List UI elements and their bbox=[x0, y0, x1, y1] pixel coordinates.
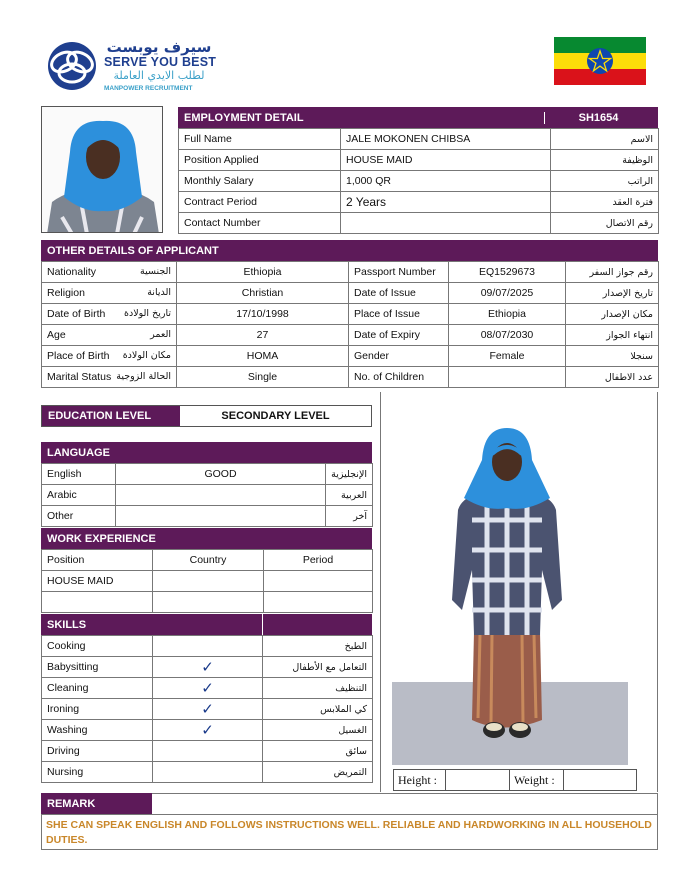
detail-value-right bbox=[449, 367, 566, 388]
remark-text: SHE CAN SPEAK ENGLISH AND FOLLOWS INSTRUCTIONS WELL. RELIABLE AND HARDWORKING IN ALL HOUSEHOLD DUTIES. bbox=[41, 814, 658, 850]
detail-label: Marital Status bbox=[47, 371, 112, 383]
detail-label-right: No. of Children bbox=[349, 367, 449, 388]
employment-row bbox=[179, 192, 659, 213]
work-section bbox=[41, 528, 372, 613]
field-label: Contract Period bbox=[179, 192, 341, 213]
field-value: 1,000 QR bbox=[341, 171, 551, 192]
employment-section bbox=[178, 107, 658, 234]
remark-header-fill bbox=[152, 793, 658, 814]
language-name-arabic: آخر bbox=[326, 506, 373, 527]
check-icon: ✓ bbox=[153, 720, 263, 741]
logo-arabic-sub: لطلب الايدي العاملة bbox=[113, 69, 205, 82]
detail-label-right: Place of Issue bbox=[349, 304, 449, 325]
detail-label-arabic: الديانة bbox=[147, 287, 171, 298]
detail-label-cell bbox=[42, 304, 177, 325]
employment-row bbox=[179, 213, 659, 234]
detail-label: Religion bbox=[47, 287, 85, 299]
work-row bbox=[42, 571, 373, 592]
employment-row bbox=[179, 150, 659, 171]
details-row bbox=[42, 283, 659, 304]
language-level bbox=[116, 485, 326, 506]
education-label: EDUCATION LEVEL bbox=[42, 406, 180, 426]
language-table bbox=[41, 463, 373, 527]
detail-label: Nationality bbox=[47, 266, 97, 278]
logo-tagline: MANPOWER RECRUITMENT bbox=[104, 85, 193, 92]
detail-value-right: 09/07/2025 bbox=[449, 283, 566, 304]
detail-label-arabic: تاريخ الولادة bbox=[124, 308, 171, 319]
detail-label-arabic: الحالة الزوجية bbox=[116, 371, 171, 382]
detail-label-right: Gender bbox=[349, 346, 449, 367]
detail-label: Date of Birth bbox=[47, 308, 106, 320]
company-logo bbox=[42, 38, 222, 96]
detail-label-right: Date of Expiry bbox=[349, 325, 449, 346]
detail-label-cell bbox=[42, 367, 177, 388]
work-header-row bbox=[42, 550, 373, 571]
field-value: JALE MOKONEN CHIBSA bbox=[341, 129, 551, 150]
detail-label-cell bbox=[42, 262, 177, 283]
detail-label-cell bbox=[42, 325, 177, 346]
skill-name: Ironing bbox=[42, 699, 153, 720]
detail-value: Single bbox=[177, 367, 349, 388]
details-row bbox=[42, 325, 659, 346]
skills-title: SKILLS bbox=[41, 614, 262, 635]
check-icon: ✓ bbox=[153, 678, 263, 699]
details-row bbox=[42, 367, 659, 388]
skill-name-arabic: سائق bbox=[263, 741, 373, 762]
height-value bbox=[446, 770, 510, 790]
ethiopia-flag bbox=[554, 37, 646, 85]
detail-value: 17/10/1998 bbox=[177, 304, 349, 325]
weight-value bbox=[564, 770, 636, 790]
skill-name: Nursing bbox=[42, 762, 153, 783]
skill-name: Cooking bbox=[42, 636, 153, 657]
remark-header-row bbox=[41, 793, 658, 814]
work-column-header: Country bbox=[153, 550, 264, 571]
measurements-row bbox=[393, 769, 637, 791]
detail-value: Ethiopia bbox=[177, 262, 349, 283]
skill-name-arabic: التنظيف bbox=[263, 678, 373, 699]
skill-name-arabic: التعامل مع الأطفال bbox=[263, 657, 373, 678]
language-name: Arabic bbox=[42, 485, 116, 506]
skill-name-arabic: كي الملابس bbox=[263, 699, 373, 720]
other-details-table bbox=[41, 261, 659, 388]
field-value: 2 Years bbox=[341, 192, 551, 213]
work-cell bbox=[264, 592, 373, 613]
standing-figure bbox=[392, 420, 628, 765]
detail-value-right: EQ1529673 bbox=[449, 262, 566, 283]
full-body-photo bbox=[392, 420, 628, 765]
applicant-photo bbox=[41, 106, 163, 233]
work-table bbox=[41, 549, 373, 613]
skill-row bbox=[42, 762, 373, 783]
employment-title: EMPLOYMENT DETAIL bbox=[184, 111, 304, 124]
skills-header-fill bbox=[262, 614, 372, 635]
employment-row bbox=[179, 171, 659, 192]
skill-name: Babysitting bbox=[42, 657, 153, 678]
skill-row bbox=[42, 699, 373, 720]
skill-name-arabic: الغسيل bbox=[263, 720, 373, 741]
skill-row bbox=[42, 678, 373, 699]
detail-value-right: 08/07/2030 bbox=[449, 325, 566, 346]
skill-check-empty bbox=[153, 741, 263, 762]
language-level: GOOD bbox=[116, 464, 326, 485]
detail-label: Place of Birth bbox=[47, 350, 110, 362]
education-row bbox=[41, 405, 372, 427]
field-value: HOUSE MAID bbox=[341, 150, 551, 171]
work-cell bbox=[153, 592, 264, 613]
other-details-header: OTHER DETAILS OF APPLICANT bbox=[41, 240, 658, 261]
work-cell bbox=[264, 571, 373, 592]
work-column-header: Period bbox=[264, 550, 373, 571]
details-row bbox=[42, 346, 659, 367]
detail-label-right-arabic: انتهاء الجواز bbox=[566, 325, 659, 346]
employment-header bbox=[178, 107, 658, 128]
detail-value: Christian bbox=[177, 283, 349, 304]
skills-table bbox=[41, 635, 373, 783]
language-name: Other bbox=[42, 506, 116, 527]
details-row bbox=[42, 262, 659, 283]
work-row bbox=[42, 592, 373, 613]
work-cell bbox=[42, 592, 153, 613]
work-cell bbox=[153, 571, 264, 592]
skill-row bbox=[42, 657, 373, 678]
education-value: SECONDARY LEVEL bbox=[221, 410, 330, 422]
detail-value-right: Female bbox=[449, 346, 566, 367]
field-label-arabic: الاسم bbox=[551, 129, 659, 150]
work-cell: HOUSE MAID bbox=[42, 571, 153, 592]
detail-label-arabic: الجنسية bbox=[140, 266, 171, 277]
skill-check-empty bbox=[153, 636, 263, 657]
skill-row bbox=[42, 741, 373, 762]
employment-table bbox=[178, 128, 659, 234]
detail-label-right-arabic: مكان الإصدار bbox=[566, 304, 659, 325]
language-row bbox=[42, 506, 373, 527]
skill-name-arabic: الطبخ bbox=[263, 636, 373, 657]
language-row bbox=[42, 464, 373, 485]
check-icon: ✓ bbox=[153, 699, 263, 720]
work-column-header: Position bbox=[42, 550, 153, 571]
portrait-figure bbox=[42, 107, 163, 233]
detail-label-right-arabic: رقم جواز السفر bbox=[566, 262, 659, 283]
detail-label-right: Date of Issue bbox=[349, 283, 449, 304]
detail-label: Age bbox=[47, 329, 66, 341]
language-name-arabic: العربية bbox=[326, 485, 373, 506]
skill-check-empty bbox=[153, 762, 263, 783]
detail-label-arabic: مكان الولادة bbox=[122, 350, 171, 361]
skill-name: Driving bbox=[42, 741, 153, 762]
language-name-arabic: الإنجليزية bbox=[326, 464, 373, 485]
skill-row bbox=[42, 720, 373, 741]
detail-label-right-arabic: عدد الاطفال bbox=[566, 367, 659, 388]
detail-value-right: Ethiopia bbox=[449, 304, 566, 325]
skills-section bbox=[41, 614, 372, 783]
language-row bbox=[42, 485, 373, 506]
language-name: English bbox=[42, 464, 116, 485]
logo-english: SERVE YOU BEST bbox=[104, 55, 217, 69]
skill-name: Cleaning bbox=[42, 678, 153, 699]
field-label: Position Applied bbox=[179, 150, 341, 171]
logo-knot-icon bbox=[42, 40, 102, 92]
detail-label-right-arabic: تاريخ الإصدار bbox=[566, 283, 659, 304]
details-row bbox=[42, 304, 659, 325]
detail-label-cell bbox=[42, 283, 177, 304]
weight-label: Weight : bbox=[510, 770, 564, 790]
field-value bbox=[341, 213, 551, 234]
skills-header bbox=[41, 614, 372, 635]
field-label: Monthly Salary bbox=[179, 171, 341, 192]
reference-code: SH1654 bbox=[544, 112, 652, 124]
detail-label-right-arabic: سنجلا bbox=[566, 346, 659, 367]
language-level bbox=[116, 506, 326, 527]
employment-row bbox=[179, 129, 659, 150]
detail-value: 27 bbox=[177, 325, 349, 346]
other-details-section bbox=[41, 240, 658, 388]
language-section bbox=[41, 442, 372, 527]
height-label: Height : bbox=[394, 770, 446, 790]
field-label: Full Name bbox=[179, 129, 341, 150]
language-header: LANGUAGE bbox=[41, 442, 372, 463]
work-header: WORK EXPERIENCE bbox=[41, 528, 372, 549]
skill-name: Washing bbox=[42, 720, 153, 741]
remark-section bbox=[41, 793, 658, 850]
remark-title: REMARK bbox=[41, 793, 152, 814]
field-label-arabic: الوظيفة bbox=[551, 150, 659, 171]
detail-label-cell bbox=[42, 346, 177, 367]
skill-row bbox=[42, 636, 373, 657]
detail-label-arabic: العمر bbox=[150, 329, 171, 340]
detail-label-right: Passport Number bbox=[349, 262, 449, 283]
logo-arabic: سيرف يوبست bbox=[106, 38, 212, 56]
field-label-arabic: فترة العقد bbox=[551, 192, 659, 213]
field-label-arabic: الراتب bbox=[551, 171, 659, 192]
field-label: Contact Number bbox=[179, 213, 341, 234]
check-icon: ✓ bbox=[153, 657, 263, 678]
detail-value: HOMA bbox=[177, 346, 349, 367]
field-label-arabic: رقم الاتصال bbox=[551, 213, 659, 234]
skill-name-arabic: التمريض bbox=[263, 762, 373, 783]
